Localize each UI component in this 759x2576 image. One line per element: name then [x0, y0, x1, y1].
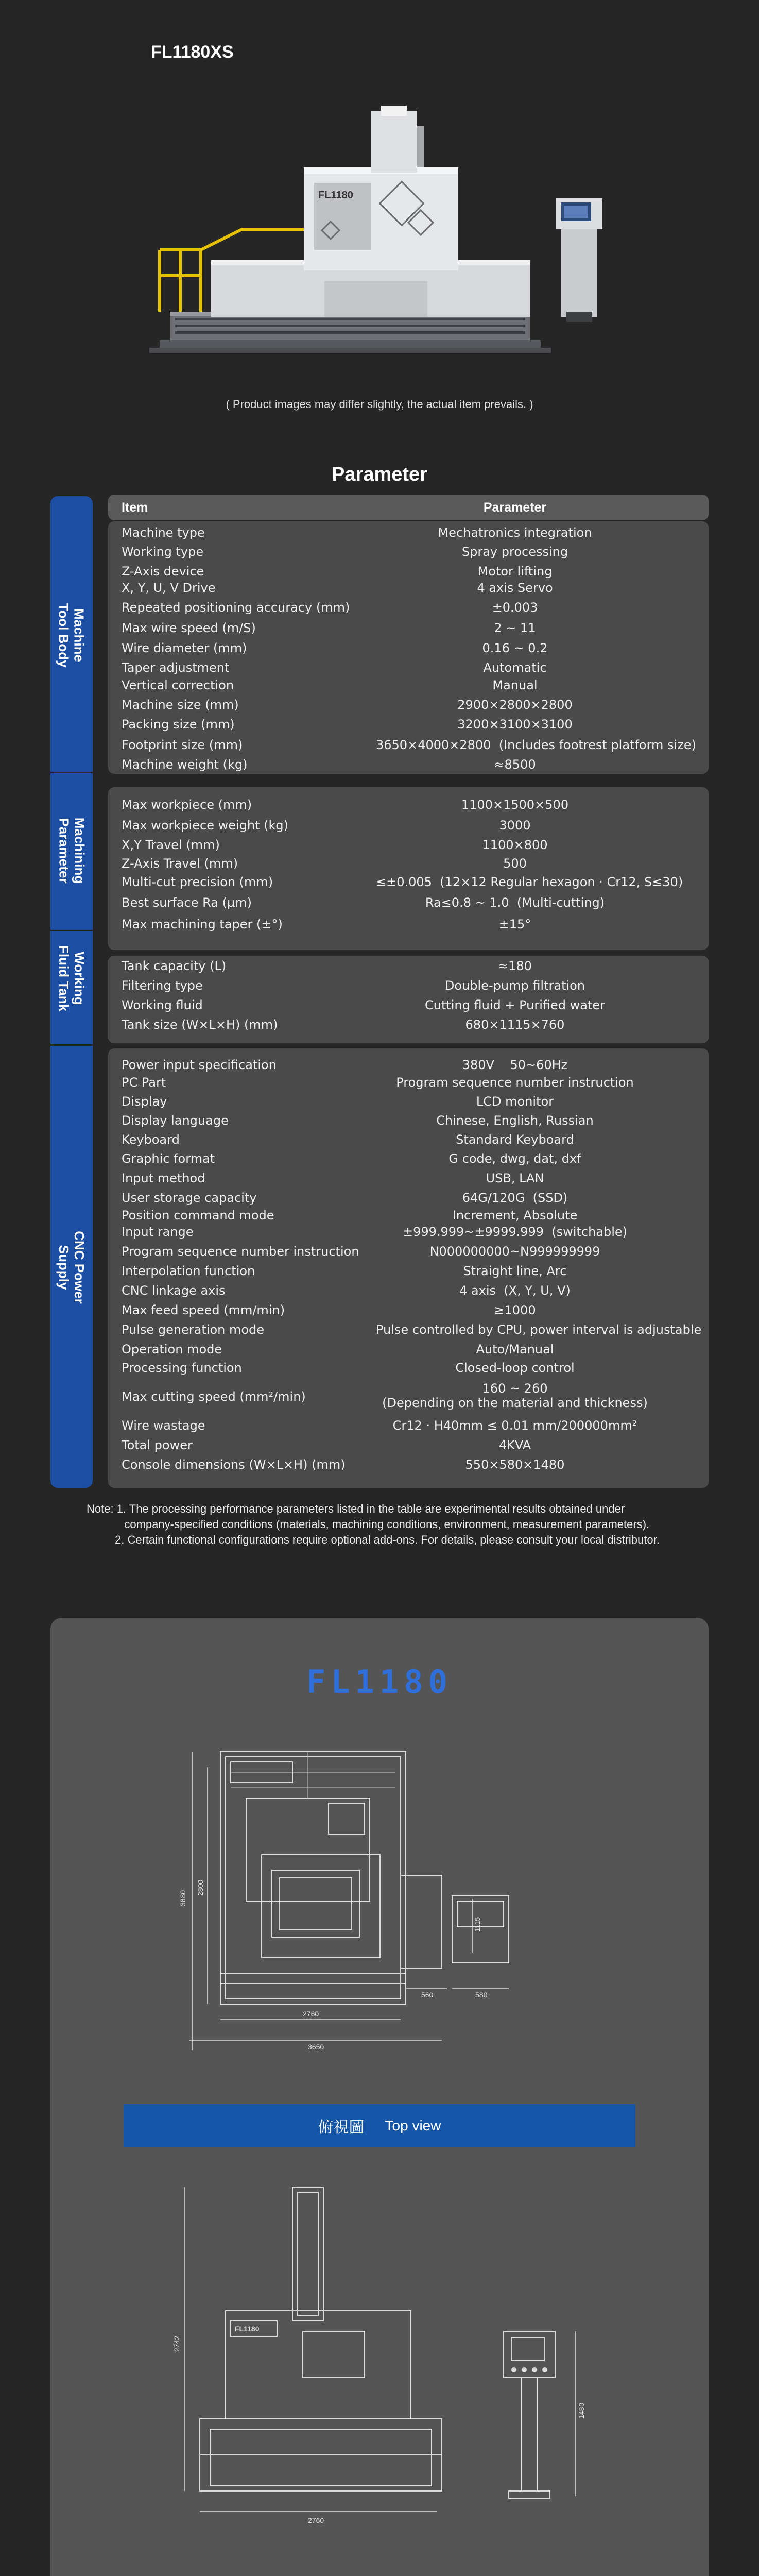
dim-label: 580: [475, 1991, 488, 1999]
dim-label: 2800: [196, 1879, 204, 1896]
column-header-parameter: Parameter: [483, 500, 547, 515]
section-divider: [50, 930, 93, 931]
top-view-banner: [124, 2104, 635, 2147]
section-label-cnc: CNC Power Supply: [56, 1231, 88, 1304]
product-caption: ( Product images may differ slightly, the actual item prevails. ): [226, 398, 533, 411]
note-line: company-specified conditions (materials, machining conditions, environment, measurement parameters).: [87, 1518, 650, 1531]
section-divider: [50, 772, 93, 773]
note-line: 2. Certain functional configurations require optional add-ons. For details, please consult your local distributor.: [87, 1533, 660, 1546]
dim-label: 1480: [577, 2402, 585, 2419]
footnotes: [87, 1501, 660, 1548]
product-image: [139, 106, 613, 384]
top-view-label-cn: 俯視圖: [318, 2119, 365, 2137]
group-machining-parameter: Max workpiece (mm) 1100×1500×500 Max workpiece weight (kg) 3000 X,Y Travel (mm) 1100×800 Z-Axis Travel (mm) 500 Multi-cut precision (mm) ≤±0.005 (12×12 Regular hexagon · Cr12, S≤30) Best surface Ra (μm) Ra≤0.8 ~ 1.0 (Multi-cutting) Max machining taper (±°) ±15°: [108, 787, 709, 950]
dim-label: 3650: [308, 2043, 324, 2051]
machine-badge: FL1180: [235, 2325, 260, 2333]
front-view-drawing: [133, 2177, 627, 2537]
dim-label: 3880: [179, 1890, 187, 1906]
dim-label: 1115: [473, 1917, 481, 1932]
group-machine-tool-body: Machine type Mechatronics integration Working type Spray processing Z-Axis device Motor lifting X, Y, U, V Drive 4 axis Servo Repeated positioning accuracy (mm) ±0.003 Max wire speed (m/S) 2 ~ 11 Wire diameter (mm) 0.16 ~ 0.2 Taper adjustment Automatic Vertical correction Manual Machine size (mm) 2900×2800×2800 Packing size (mm) 3200×3100×3100 Footprint size (mm) 3650×4000×2800 (Includes footrest platform size) Machine weight (kg) ≈8500: [108, 521, 709, 774]
model-title: FL1180XS: [151, 42, 234, 62]
section-label-fluid: Working Fluid Tank: [56, 945, 88, 1012]
dim-label: 2760: [308, 2516, 324, 2524]
machine-badge: FL1180: [318, 190, 353, 201]
dim-label: 560: [421, 1991, 434, 1999]
column-header-item: Item: [122, 500, 148, 515]
section-label-machine: Machine Tool Body: [56, 603, 88, 668]
drawings-title: FL1180: [306, 1663, 453, 1701]
top-view-drawing: [143, 1741, 617, 2061]
section-divider: [50, 1044, 93, 1046]
dim-label: 2760: [303, 2010, 319, 2018]
parameter-title: Parameter: [332, 464, 427, 485]
group-working-fluid-tank: Tank capacity (L) ≈180 Filtering type Double-pump filtration Working fluid Cutting fluid + Purified water Tank size (W×L×H) (mm) 680×1115×760: [108, 956, 709, 1043]
drawings-card: [50, 1618, 709, 2576]
section-sidebar: [50, 496, 93, 1488]
table-header: [108, 495, 709, 520]
group-cnc-power-supply: Power input specification 380V 50~60Hz PC Part Program sequence number instruction Display LCD monitor Display language Chinese, English, Russian Keyboard Standard Keyboard Graphic format G code, dwg, dat, dxf Input method USB, LAN User storage capacity 64G/120G (SSD) Position command mode Increment, Absolute Input range ±999.999~±9999.999 (switchable) Program sequence number instruction N000000000~N999999999 Interpolation function Straight line, Arc CNC linkage axis 4 axis (X, Y, U, V) Max feed speed (mm/min) ≥1000 Pulse generation mode Pulse controlled by CPU, power interval is adjustable Operation mode Auto/Manual Processing function Closed-loop control Max cutting speed (mm²/min) 160 ~ 260 (Depending on the material and thickness) Wire wastage Cr12 · H40mm ≤ 0.01 mm/200000mm² Total power 4KVA Console dimensions (W×L×H) (mm) 550×580×1480: [108, 1048, 709, 1488]
section-label-machining: Machining Parameter: [56, 817, 87, 884]
note-line: Note: 1. The processing performance parameters listed in the table are experimental results obtained under: [87, 1502, 625, 1515]
dim-label: 2742: [173, 2335, 181, 2352]
top-view-label-en: Top view: [385, 2117, 441, 2133]
